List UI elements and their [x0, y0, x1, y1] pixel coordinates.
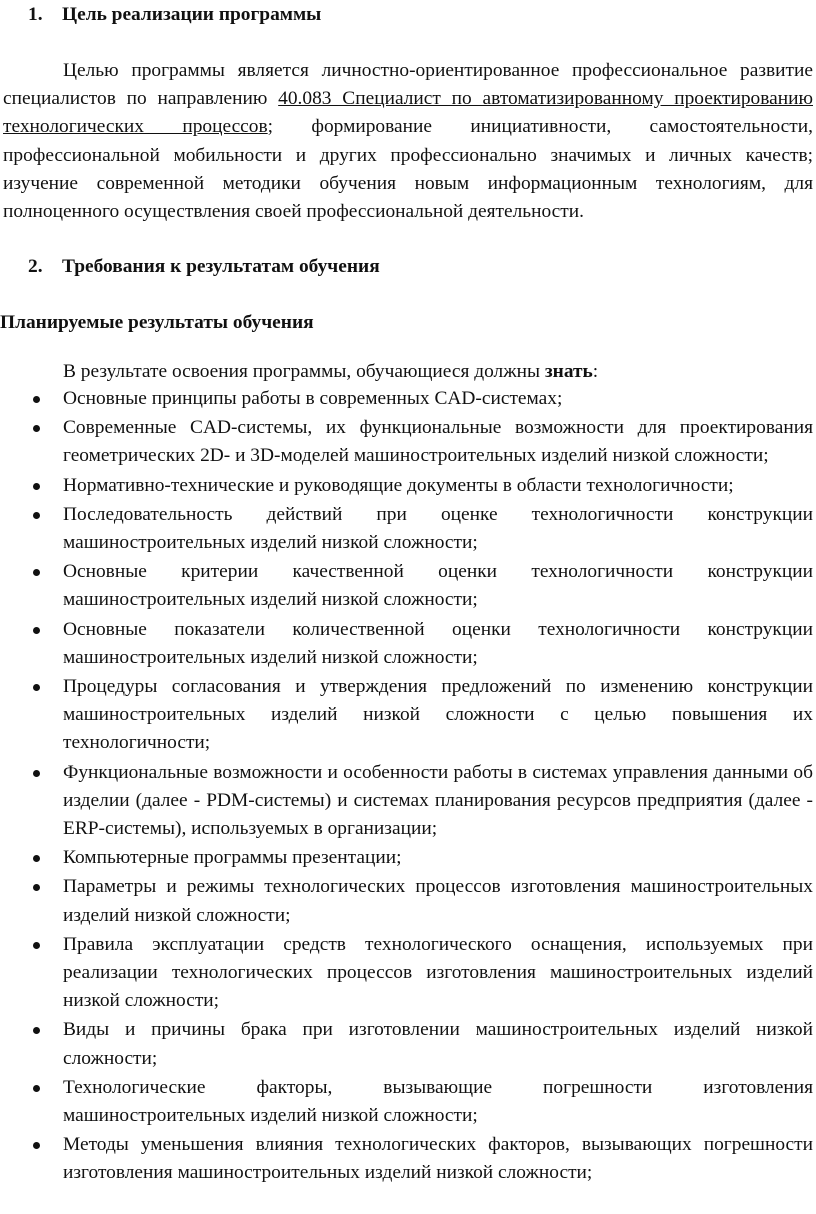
section-2-number: 2.	[28, 256, 43, 277]
list-item	[0, 1016, 816, 1072]
intro-colon: :	[592, 361, 599, 382]
list-item	[0, 414, 816, 470]
specialty-underlined-text: 40.083 Специалист по автоматизированному проектированию технологических процессов	[3, 88, 813, 138]
intro-text: В результате освоения программы, обучающиеся должны	[63, 361, 545, 382]
section-2-heading	[28, 253, 380, 281]
section-1-title: Цель реализации программы	[62, 4, 322, 25]
section-2-title: Требования к результатам обучения	[62, 256, 380, 277]
list-item	[0, 844, 816, 872]
list-item-text: Нормативно-технические и руководящие документы в области технологичности;	[63, 474, 734, 496]
list-item-text: Основные критерии качественной оценки технологичности конструкции машиностроительных изделий низкой сложности;	[63, 561, 813, 611]
paragraph-text-start: Целью программы является личностно-ориентированное профессиональное развитие специалистов по направлению	[3, 60, 813, 110]
list-item	[0, 472, 816, 500]
list-item	[0, 616, 816, 672]
list-item-text: Функциональные возможности и особенности работы в системах управления данными об изделии (далее - PDM-системы) и системах планирования ресурсов предприятия (далее - ERP-системы), используемых в организации;	[63, 761, 813, 840]
list-item-text: Компьютерные программы презентации;	[63, 847, 402, 869]
list-item	[0, 501, 816, 557]
intro-bold-word: знать	[544, 361, 593, 382]
list-item	[0, 673, 816, 758]
list-item	[0, 558, 816, 614]
list-item-text: Методы уменьшения влияния технологических факторов, вызывающих погрешности изготовления машиностроительных изделий низкой сложности;	[63, 1134, 813, 1184]
section-1-heading	[28, 1, 321, 29]
list-item-text: Технологические факторы, вызывающие погрешности изготовления машиностроительных изделий низкой сложности;	[63, 1076, 813, 1127]
planned-results-subtitle: Планируемые результаты обучения	[0, 312, 314, 333]
section-1-number: 1.	[28, 4, 43, 25]
knowledge-list	[0, 385, 816, 1189]
list-item	[0, 1074, 816, 1130]
results-intro-line	[63, 358, 598, 386]
list-item	[0, 759, 816, 844]
list-item	[0, 873, 816, 929]
list-item-text: Параметры и режимы технологических процессов изготовления машиностроительных изделий низкой сложности;	[63, 876, 813, 926]
list-item-text: Основные принципы работы в современных CAD-системах;	[63, 388, 563, 409]
paragraph-text-end: ; формирование инициативности, самостоятельности, профессиональной мобильности и других профессионально значимых и личных качеств; изучение современной методики обучения новым информационным технологиям, для полноценного осуществления своей профессиональной деятельности.	[3, 116, 813, 223]
section-1-paragraph	[3, 57, 813, 226]
list-item-text: Последовательность действий при оценке технологичности конструкции машиностроительных изделий низкой сложности;	[63, 503, 813, 554]
list-item	[0, 385, 816, 413]
list-item	[0, 1131, 816, 1187]
list-item	[0, 931, 816, 1016]
list-item-text: Виды и причины брака при изготовлении машиностроительных изделий низкой сложности;	[63, 1019, 813, 1069]
list-item-text: Основные показатели количественной оценки технологичности конструкции машиностроительных изделий низкой сложности;	[63, 618, 813, 668]
list-item-text: Процедуры согласования и утверждения предложений по изменению конструкции машиностроительных изделий низкой сложности с целью повышения их технологичности;	[63, 676, 813, 754]
list-item-text: Современные CAD-системы, их функциональные возможности для проектирования геометрических 2D- и 3D-моделей машиностроительных изделий низкой сложности;	[63, 417, 813, 467]
list-item-text: Правила эксплуатации средств технологического оснащения, используемых при реализации технологических процессов изготовления машиностроительных изделий низкой сложности;	[63, 933, 813, 1012]
